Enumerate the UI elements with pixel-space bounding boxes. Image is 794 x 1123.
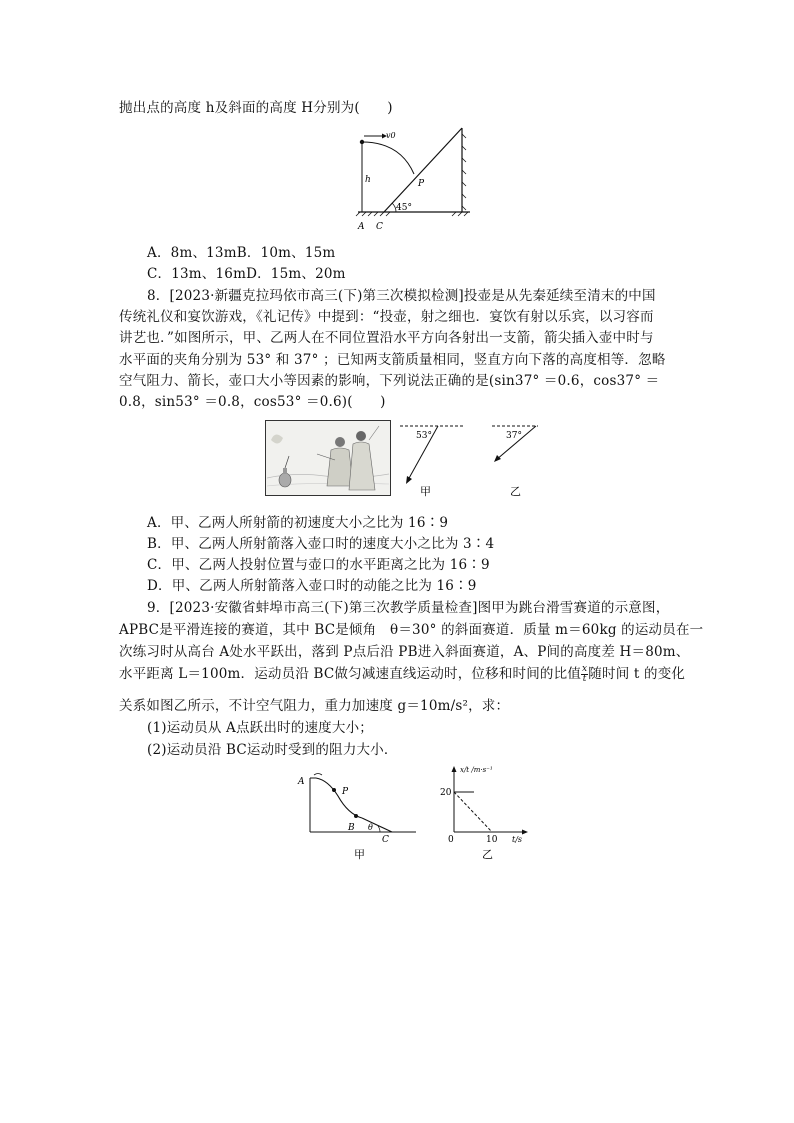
point-c-label: C (382, 835, 389, 845)
h-label: h (365, 175, 371, 185)
yi-label: 乙 (510, 485, 521, 498)
x-axis-label: t/s (512, 835, 523, 844)
q8-option-b: B．甲、乙两人所射箭落入壶口时的速度大小之比为 3∶4 (147, 536, 495, 552)
q8-option-a: A．甲、乙两人所射箭的初速度大小之比为 16∶9 (147, 515, 449, 531)
theta-label: θ (368, 823, 373, 832)
xt-graph-figure (436, 762, 536, 866)
q8-option-c: C．甲、乙两人投射位置与壶口的水平距离之比为 16∶9 (147, 557, 490, 573)
q9-sub-1: (1)运动员从 A点跃出时的速度大小； (147, 720, 373, 736)
q9-line-2: APBC是平滑连接的赛道，其中 BC是倾角 θ＝30° 的斜面赛道．质量 m＝60kg 的运动员在一 (119, 622, 704, 638)
x-over-t-fraction: $\frac{x}{t}$ (582, 664, 588, 684)
x-tick-10: 10 (486, 835, 498, 845)
angle-53-label: 53° (416, 431, 432, 441)
angle-45-label: 45° (396, 203, 412, 213)
q8-line-1: 8．[2023·新疆克拉玛依市高三(下)第三次模拟检测]投壶是从先秦延续至清末的中国 (147, 288, 656, 304)
q7-options-ab: A．8m、13mB．10m、15m (147, 245, 336, 261)
q8-line-4: 水平面的夹角分别为 53° 和 37° ；已知两支箭质量相同，竖直方向下落的高度相等．忽略 (119, 352, 666, 368)
q9-line-3: 次练习时从高台 A处水平跃出，落到 P点后沿 PB进入斜面赛道，A、P间的高度差 H＝80m、 (119, 644, 690, 660)
q9-line-4-start: 水平距离 L＝100m．运动员沿 BC做匀减速直线运动时，位移和时间的比值 (119, 666, 582, 682)
q8-line-5: 空气阻力、箭长，壶口大小等因素的影响，下列说法正确的是(sin37° ＝0.6，cos37° ＝ (119, 373, 660, 389)
jia-label: 甲 (420, 485, 431, 498)
arrow-angle-figure (398, 422, 568, 500)
y-tick-20: 20 (440, 788, 452, 798)
origin-label: 0 (448, 835, 454, 845)
point-a-label: A (298, 777, 305, 787)
point-a-label: A (358, 222, 365, 232)
q9-line-1: 9．[2023·安徽省蚌埠市高三(下)第三次教学质量检查]图甲为跳台滑雪赛道的示意图， (147, 600, 670, 616)
q9-line-5: 关系如图乙所示，不计空气阻力，重力加速度 g＝10m/s²，求： (119, 698, 510, 714)
projectile-incline-figure (352, 124, 482, 234)
angle-37-label: 37° (506, 431, 522, 441)
q9-sub-2: (2)运动员沿 BC运动时受到的阻力大小． (147, 742, 398, 758)
v0-label: v0 (386, 131, 396, 140)
question-7-stem: 抛出点的高度 h及斜面的高度 H分别为( ) (119, 100, 393, 116)
q8-option-d: D．甲、乙两人所射箭落入壶口时的动能之比为 16∶9 (147, 578, 477, 594)
q9-line-4-end: 随时间 t 的变化 (588, 666, 686, 682)
point-p-label: P (342, 787, 349, 797)
q8-line-3: 讲艺也．”如图所示，甲、乙两人在不同位置沿水平方向各射出一支箭，箭尖插入壶中时与 (119, 330, 654, 346)
point-c-label: C (376, 222, 383, 232)
q8-line-2: 传统礼仪和宴饮游戏，《礼记传》中提到：“投壶，射之细也．宴饮有射以乐宾，以习容而 (119, 309, 654, 325)
point-p-label: P (418, 179, 425, 189)
yi-caption: 乙 (482, 848, 493, 861)
q9-line-4 (119, 664, 686, 684)
pitch-pot-painting (265, 420, 391, 496)
jia-caption: 甲 (354, 848, 365, 861)
point-b-label: B (348, 823, 355, 833)
q7-options-cd: C．13m、16mD．15m、20m (147, 266, 346, 282)
q8-line-6: 0.8，sin53° ＝0.8，cos53° ＝0.6)( ) (119, 394, 386, 410)
ski-track-figure (292, 768, 422, 864)
y-axis-label: x/t /m·s⁻¹ (460, 766, 493, 774)
